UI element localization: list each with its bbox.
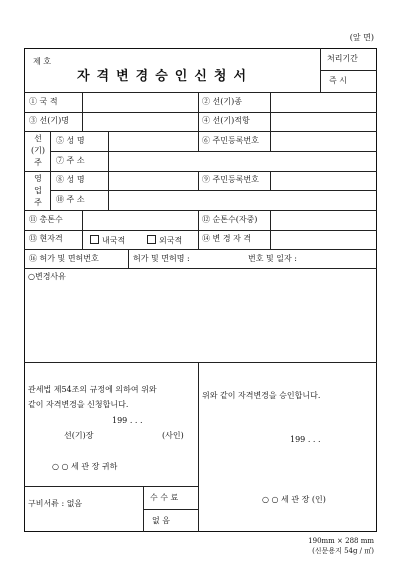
divider <box>320 70 377 71</box>
ship-name-label: ③ 선(기)명 <box>29 116 69 125</box>
divider <box>24 486 198 487</box>
divider <box>24 230 377 231</box>
divider <box>270 131 271 151</box>
nationality-label: ① 국 적 <box>29 97 58 106</box>
divider <box>82 92 83 131</box>
page-side-label: (앞 면) <box>349 33 374 42</box>
divider <box>143 486 144 532</box>
divider <box>270 210 271 249</box>
domestic-option[interactable] <box>90 235 125 245</box>
divider <box>270 92 271 131</box>
divider <box>24 131 377 132</box>
foreign-option[interactable] <box>147 235 182 245</box>
approval-statement: 위와 같이 자격변경을 승인합니다. <box>202 391 321 400</box>
application-form <box>24 48 377 532</box>
current-status-label: ⑬ 현자격 <box>29 234 63 243</box>
divider <box>198 362 199 532</box>
approval-date: 199 . . . <box>290 435 321 444</box>
operator-group-label: 영 업 주 <box>34 174 42 207</box>
domestic-checkbox[interactable] <box>90 235 99 244</box>
divider <box>143 509 198 510</box>
form-number-label: 제 호 <box>33 57 51 66</box>
paper-size: 190mm × 288 mm <box>308 537 374 545</box>
gross-tonnage-label: ⑪ 총톤수 <box>29 215 63 224</box>
owner-name-label: ⑤ 성 명 <box>56 136 85 145</box>
permit-name-label: 허가 및 면허명 : <box>133 254 190 263</box>
divider <box>24 112 377 113</box>
customs-chief-signature: ○ ○ 세 관 장 (인) <box>262 495 326 504</box>
foreign-label: 외국적 <box>159 236 183 245</box>
owner-group-label: 선 (기) 주 <box>31 134 45 167</box>
divider <box>198 171 199 190</box>
divider <box>24 249 377 250</box>
fee-label: 수 수 료 <box>150 493 179 502</box>
divider <box>50 151 377 152</box>
change-reason-label: ○변경사유 <box>28 272 66 281</box>
processing-period-label: 처리기간 <box>327 54 358 63</box>
operator-name-label: ⑧ 성 명 <box>56 175 85 184</box>
divider <box>198 92 199 131</box>
fee-value: 없 음 <box>152 516 170 525</box>
owner-address-label: ⑦ 주 소 <box>56 156 85 165</box>
divider <box>198 210 199 249</box>
divider <box>24 362 377 363</box>
domestic-label: 내국적 <box>102 236 126 245</box>
divider <box>24 171 377 172</box>
divider <box>24 268 377 269</box>
home-port-label: ④ 선(기)적항 <box>202 116 250 125</box>
form-title: 자격변경승인신청서 <box>77 69 254 84</box>
number-date-label: 번호 및 일자 : <box>248 254 297 263</box>
divider <box>198 131 199 151</box>
new-status-label: ⑭ 변 경 자 격 <box>202 234 252 243</box>
permit-number-label: ⑯ 허가 및 면허번호 <box>29 254 99 263</box>
applicant-title: 선(기)장 <box>64 431 94 440</box>
applicant-signature-label: (사인) <box>162 431 184 440</box>
operator-address-label: ⑩ 주 소 <box>56 195 85 204</box>
divider <box>270 171 271 190</box>
divider <box>24 92 377 93</box>
ship-type-label: ② 선(기)종 <box>202 97 242 106</box>
owner-id-label: ⑥ 주민등록번호 <box>202 136 259 145</box>
operator-id-label: ⑨ 주민등록번호 <box>202 175 259 184</box>
divider <box>320 48 321 92</box>
processing-period-value: 즉 시 <box>329 76 347 85</box>
foreign-checkbox[interactable] <box>147 235 156 244</box>
divider <box>50 131 51 210</box>
divider <box>24 210 377 211</box>
application-date: 199 . . . <box>112 416 143 425</box>
net-tonnage-label: ⑫ 순톤수(자중) <box>202 215 258 224</box>
divider <box>128 249 129 268</box>
divider <box>82 210 83 249</box>
application-statement-line1: 관세법 제54조의 규정에 의하여 위와 <box>28 385 157 394</box>
divider <box>50 190 377 191</box>
divider <box>108 131 109 210</box>
application-statement-line2: 같이 자격변경을 신청합니다. <box>28 400 129 409</box>
addressee: ○ ○ 세 관 장 귀하 <box>52 462 118 471</box>
paper-spec: (신문용지 54g / ㎡) <box>312 547 374 555</box>
required-documents: 구비서류 : 없음 <box>28 499 83 508</box>
